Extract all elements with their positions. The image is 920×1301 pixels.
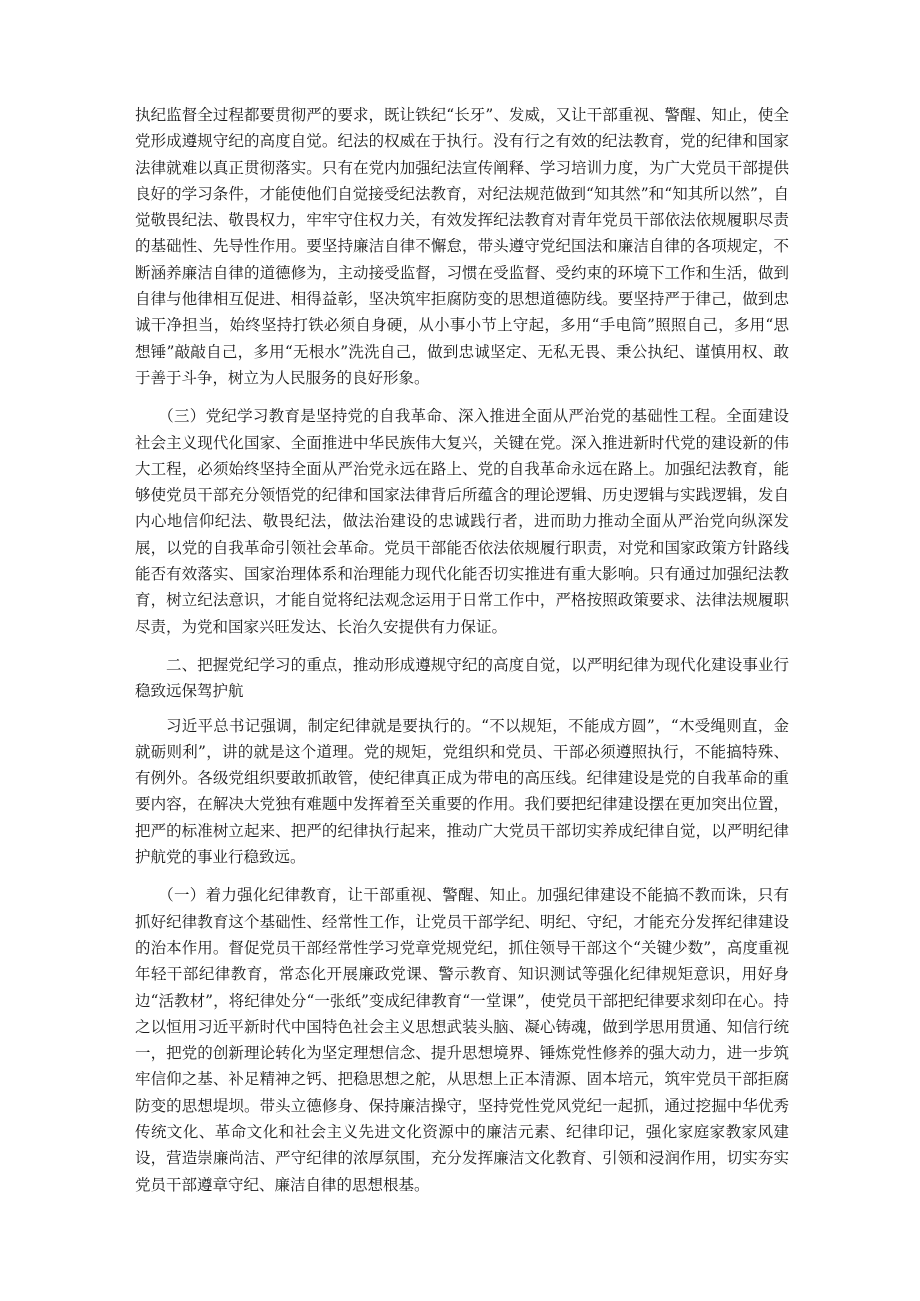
- document-page: [135, 102, 789, 1210]
- section-two-intro-paragraph: 习近平总书记强调，制定纪律就是要执行的。“不以规矩，不能成方圆”，“木受绳则直，金就砺则利”，讲的就是这个道理。党的规矩，党组织和党员、干部必须遵照执行，不能搞特殊、有例外。各级党组织要敢抓敢管，使纪律真正成为带电的高压线。纪律建设是党的自我革命的重要内容，在解决大党独有难题中发挥着至关重要的作用。我们要把纪律建设摆在更加突出位置，把严的标准树立起来、把严的纪律执行起来，推动广大党员干部切实养成纪律自觉，以严明纪律护航党的事业行稳致远。: [135, 716, 789, 867]
- subsection-one-paragraph: （一）着力强化纪律教育，让干部重视、警醒、知止。加强纪律建设不能搞不教而诛，只有抓好纪律教育这个基础性、经常性工作，让党员干部学纪、明纪、守纪，才能充分发挥纪律建设的治本作用。督促党员干部经常性学习党章党规党纪，抓住领导干部这个“关键少数”，高度重视年轻干部纪律教育，常态化开展廉政党课、警示教育、知识测试等强化纪律规矩意识，用好身边“活教材”，将纪律处分“一张纸”变成纪律教育“一堂课”，使党员干部把纪律要求刻印在心。持之以恒用习近平新时代中国特色社会主义思想武装头脑、凝心铸魂，做到学思用贯通、知信行统一，把党的创新理论转化为坚定理想信念、提升思想境界、锤炼党性修养的强大动力，进一步筑牢信仰之基、补足精神之钙、把稳思想之舵，从思想上正本清源、固本培元，筑牢党员干部拒腐防变的思想堤坝。带头立德修身、保持廉洁操守，坚持党性党风党纪一起抓，通过挖掘中华优秀传统文化、革命文化和社会主义先进文化资源中的廉洁元素、纪律印记，强化家庭家教家风建设，营造崇廉尚洁、严守纪律的浓厚氛围，充分发挥廉洁文化教育、引领和浸润作用，切实夯实党员干部遵章守纪、廉洁自律的思想根基。: [135, 886, 789, 1194]
- body-paragraph-continuation: 执纪监督全过程都要贯彻严的要求，既让铁纪“长牙”、发威，又让干部重视、警醒、知止，使全党形成遵规守纪的高度自觉。纪法的权威在于执行。没有行之有效的纪法教育，党的纪律和国家法律就难以真正贯彻落实。只有在党内加强纪法宣传阐释、学习培训力度，为广大党员干部提供良好的学习条件，才能使他们自觉接受纪法教育，对纪法规范做到“知其然”和“知其所以然”，自觉敬畏纪法、敬畏权力，牢牢守住权力关，有效发挥纪法教育对青年党员干部依法依规履职尽责的基础性、先导性作用。要坚持廉洁自律不懈怠，带头遵守党纪国法和廉洁自律的各项规定，不断涵养廉洁自律的道德修为，主动接受监督，习惯在受监督、受约束的环境下工作和生活，做到自律与他律相互促进、相得益彰，坚决筑牢拒腐防变的思想道德防线。要坚持严于律己，做到忠诚干净担当，始终坚持打铁必须自身硬，从小事小节上守起，多用“手电筒”照照自己，多用“思想锤”敲敲自己，多用“无根水”洗洗自己，做到忠诚坚定、无私无畏、秉公执纪、谨慎用权、敢于善于斗争，树立为人民服务的良好形象。: [135, 106, 789, 387]
- subsection-three-paragraph: （三）党纪学习教育是坚持党的自我革命、深入推进全面从严治党的基础性工程。全面建设社会主义现代化国家、全面推进中华民族伟大复兴，关键在党。深入推进新时代党的建设新的伟大工程，必须始终坚持全面从严治党永远在路上、党的自我革命永远在路上。加强纪法教育，能够使党员干部充分领悟党的纪律和国家法律背后所蕴含的理论逻辑、历史逻辑与实践逻辑，发自内心地信仰纪法、敬畏纪法，做法治建设的忠诚践行者，进而助力推动全面从严治党向纵深发展，以党的自我革命引领社会革命。党员干部能否依法依规履行职责，对党和国家政策方针路线能否有效落实、国家治理体系和治理能力现代化能否切实推进有重大影响。只有通过加强纪法教育，树立纪法意识，才能自觉将纪法观念运用于日常工作中，严格按照政策要求、法律法规履职尽责，为党和国家兴旺发达、长治久安提供有力保证。: [135, 407, 789, 636]
- section-two-heading: 二、把握党纪学习的重点，推动形成遵规守纪的高度自觉，以严明纪律为现代化建设事业行稳致远保驾护航: [135, 655, 789, 701]
